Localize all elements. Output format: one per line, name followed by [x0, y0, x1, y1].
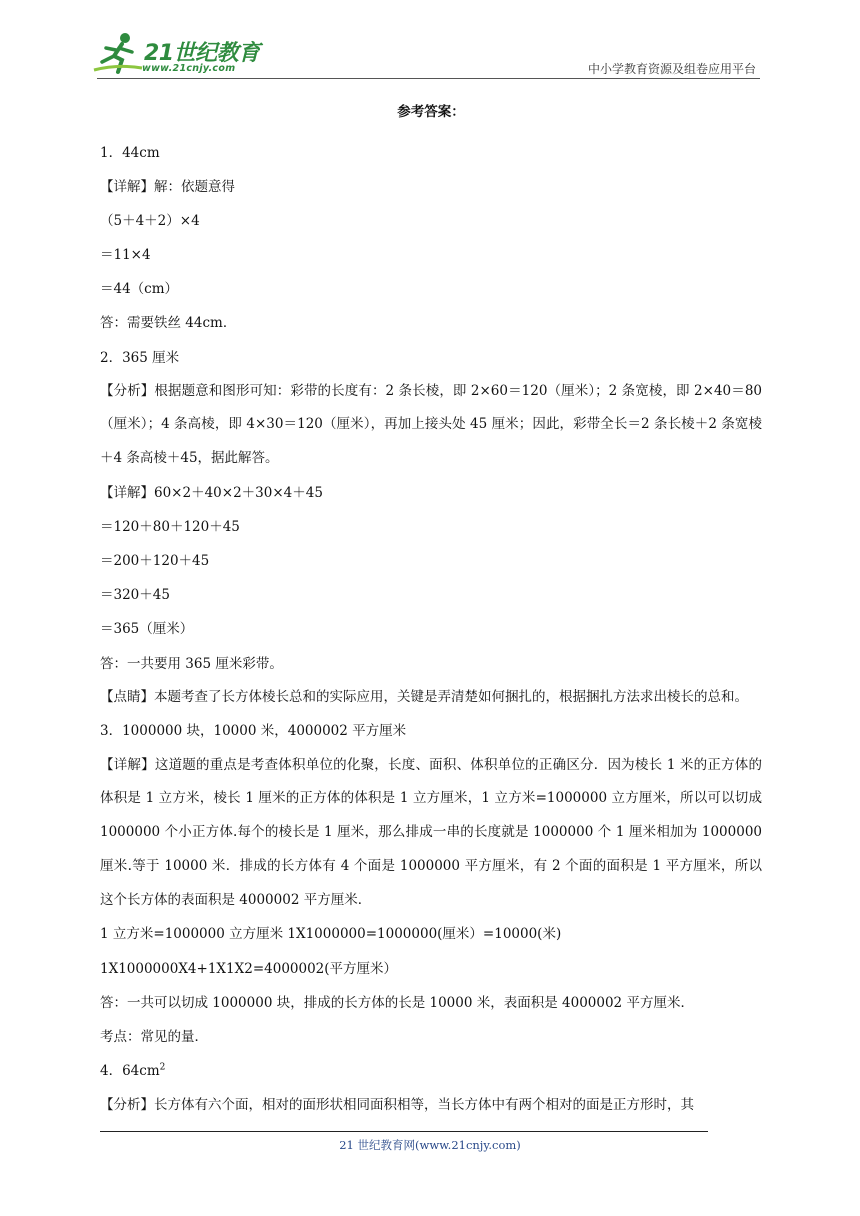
q1-step-2: ＝11×4 [100, 247, 151, 264]
q1-detail: 【详解】解：依题意得 [100, 179, 235, 196]
site-logo[interactable] [92, 30, 262, 80]
page-header [0, 0, 860, 80]
q3-calc-2: 1X1000000X4+1X1X2=4000002(平方厘米） [100, 960, 398, 977]
platform-name: 中小学教育资源及组卷应用平台 [587, 62, 756, 76]
q2-answer: 2．365 厘米 [100, 349, 180, 366]
logo-url: www.21cnjy.com [142, 63, 236, 74]
q2-step-3: ＝320＋45 [100, 587, 170, 604]
header-divider [97, 78, 760, 79]
q4-analysis: 【分析】长方体有六个面，相对的面形状相同面积相等，当长方体中有两个相对的面是正方形时，其 [100, 1096, 694, 1113]
runner-logo-icon [92, 30, 144, 76]
q4-answer-sup: 2 [159, 1062, 166, 1073]
q4-answer-text: 4．64cm [100, 1062, 160, 1079]
q3-point: 考点：常见的量． [100, 1028, 208, 1045]
q2-detail: 【详解】60×2＋40×2＋30×4＋45 [100, 485, 323, 502]
q1-answer: 1．44cm [100, 145, 160, 161]
q2-comment: 【点睛】本题考查了长方体棱长总和的实际应用，关键是弄清楚如何捆扎的，根据捆扎方法求出棱长的总和。 [100, 688, 748, 705]
footer-divider [100, 1131, 708, 1132]
q2-step-1: ＝120＋80＋120＋45 [100, 519, 240, 536]
q3-detail: 【详解】这道题的重点是考查体积单位的化聚，长度、面积、体积单位的正确区分．因为棱长 1 米的正方体的体积是 1 立方米，棱长 1 厘米的正方体的体积是 1 立方厘米，1 立方米=1000000 立方厘米，所以可以切成 1000000 个小正方体.每个的棱长是 1 厘米，那么排成一串的长度就是 1000000 个 1 厘米相加为 1000000 厘米.等于 10000 米．排成的长方体有 4 个面是 1000000 平方厘米，有 2 个面的面积是 1 平方厘米，所以这个长方体的表面积是 4000002 平方厘米． [100, 756, 762, 908]
q1-step-3: ＝44（cm） [100, 281, 179, 298]
answer-content [100, 102, 762, 1122]
logo-text: 21世纪教育 [144, 41, 260, 66]
q3-calc-1: 1 立方米=1000000 立方厘米 1X1000000=1000000(厘米）=10000(米) [100, 926, 562, 943]
q4-answer [100, 1054, 762, 1088]
q2-analysis: 【分析】根据题意和图形可知：彩带的长度有：2 条长棱，即 2×60＝120（厘米）；2 条宽棱，即 2×40＝80（厘米）；4 条高棱，即 4×30＝120（厘米），再加上接头处 45 厘米；因此，彩带全长＝2 条长棱＋2 条宽棱＋4 条高棱＋45，据此解答。 [100, 382, 762, 467]
q2-step-2: ＝200＋120＋45 [100, 553, 210, 570]
q3-answer: 3．1000000 块，10000 米，4000002 平方厘米 [100, 723, 407, 740]
q2-step-4: ＝365（厘米） [100, 621, 194, 638]
q1-step-1: （5＋4＋2）×4 [100, 213, 200, 230]
q3-reply: 答：一共可以切成 1000000 块，排成的长方体的长是 10000 米，表面积是 4000002 平方厘米． [100, 994, 694, 1011]
page-title: 参考答案： [397, 104, 465, 120]
page-footer[interactable]: 21 世纪教育网(www.21cnjy.com) [339, 1138, 521, 1152]
q1-reply: 答：需要铁丝 44cm． [100, 315, 237, 332]
q2-reply: 答：一共要用 365 厘米彩带。 [100, 655, 283, 672]
